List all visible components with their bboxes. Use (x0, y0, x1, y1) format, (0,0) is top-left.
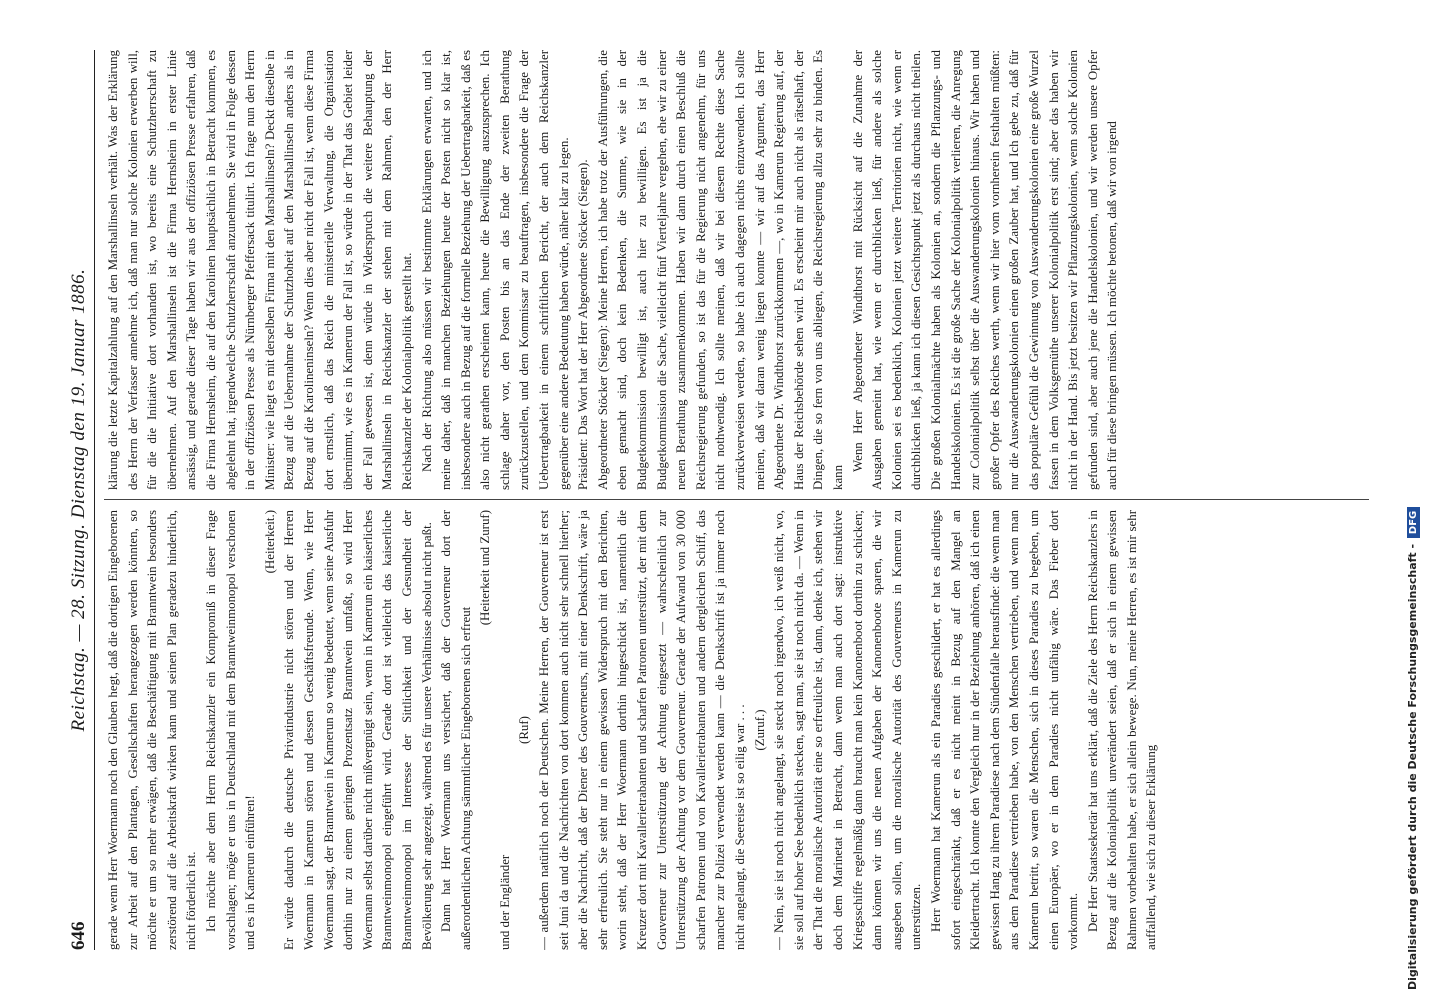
paragraph: (Heiterkeit und Zuruf) (478, 510, 493, 626)
paragraph: Nach der Richtung also müssen wir bestimmte Erklärungen erwarten, und ich meine daher, daß in manchen Beziehungen heute der Posten nicht so klar ist, insbesondere auch in Bezug auf die formelle Beziehung der Uebertragbarkeit, daß es also nicht gerathen erscheinen kann, heute die Bewilligung auszusprechen. Ich schlage daher vor, den Posten bis an das Ende der zweiten Berathung zurückzustellen, und dem Kommissar zu beauftragen, insbesondere die Frage der Uebertragbarkeit in einem schriftlichen Bericht, der auch dem Reichskanzler gegenüber eine andere Bedeutung haben würde, näher klar zu legen. (419, 50, 571, 490)
paragraph: und der Engländer (497, 854, 512, 950)
left-column (104, 510, 1374, 950)
paragraph: (Heiterkeit.) (262, 510, 277, 574)
paragraph: Präsident: Das Wort hat der Herr Abgeordnete Stöcker (Siegen). (576, 159, 591, 490)
paragraph: gerade wenn Herr Woermann noch den Glauben hegt, daß die dortigen Eingeborenen zur Arbeit auf den Plantagen, Gesellschaften herangezogen werden könnten, so möchte er um so mehr erwägen, daß die Beschäftigung mit Branntwein besonders zerstörend auf die Arbeitskraft wirken kann und seinen Plan geradezu hinderlich, nicht förderlich ist. (106, 510, 199, 950)
paragraph: Wenn Herr Abgeordneter Windthorst mit Rücksicht auf die Zunahme der Ausgaben gemeint hat, wie wenn er durchblicken ließ, für andere als solche Kolonien sei es bedenklich, Kolonien jetzt weitere Territorien nicht, wie wenn er durchblicken ließ, ja kann ich diesen Gesichtspunkt jetzt als durchaus nicht theilen. Die großen Kolonialmächte haben als Kolonien an, sondern die Pflanzungs- und Handelskolonien. Es ist die große Sache der Kolonialpolitik verlieren, die Anregung zur Colonialpolitik selbst über die Auswanderungskolonien hinaus. Wir haben und großer Opfer des Reiches werth, wenn wir hier vom vornherein festhalten müßten: nur die Auswanderungskolonien einen großen Zauber hat, und Ich gebe zu, daß für das populäre Gefühl die Gewinnung von Auswanderungskolonien eine große Wurzel fassen in dem Volksgemüthe unserer Kolonialpolitik erst sind; aber das haben wir nicht in der Hand. Bis jetzt besitzen wir Pflanzungskolonien, wenn solche Kolonien gefunden sind, aber auch jene die Handelskolonien, und wir werden unsere Opfer auch für diese bringen müssen. Ich möchte betonen, daß wir von irgend (850, 50, 1120, 490)
paragraph: Dann hat Herr Woermann uns versichert, daß der Gouverneur dort der außerordentlichen Achtung sämmtlicher Eingeborenen sich erfreut (439, 510, 473, 950)
paragraph: Abgeordneter Stöcker (Siegen): Meine Herren, ich habe trotz der Ausführungen, die eben gemacht sind, doch kein Bedenken, die Summe, wie sie in der Budgetkommission bewilligt ist, auch hier zu bewilligen. Es ist ja die Budgetkommission die Sache, vielleicht fünf Vierteljahre vergehen, ehe wir zu einer neuen Berathung zusammenkommen. Haben wir dann durch einen Beschluß die Reichsregierung gefunden, so ist das für die Regierung nicht angenehm, für uns nicht nothwendig. Ich sollte meinen, daß wir bei diesem Rechte diese Sache zurückverweisen werden, so habe ich auch dagegen nichts einzuwenden. Ich sollte meinen, daß wir daran wenig liegen konnte — wir auf das Argument, das Herr Abgeordnete Dr. Windthorst zurückkommen —, wo in Kamerun Regierung auf, der Haus der Reichsbehörde sehen wird. Es erscheint mir auch nicht als rätselhaft, der Dingen, die so fern von uns abliegen, die Reichsregierung allzu sehr zu binden. Es kann (595, 50, 845, 490)
imprint-text (1406, 0, 1420, 990)
paragraph: — Nein, sie ist noch nicht angelangt, sie steckt noch irgendwo, ich weiß nicht, wo, sie soll auf hoher See bedenklich stecken, sagt man, sie ist noch nicht da. — Wenn in der That die moralische Autorität eine so erfreuliche ist, dann, denke ich, stehen wir doch dem Marinetat in Betracht, dann wenn man auch dort sagt: instruktive Kriegsschiffe regelmäßig dann braucht man kein Kanonenboot dorthin zu schicken; dann können wir uns die neuen Aufgaben der Kanonenboote sparen, die wir ausgeben sollen, um die moralische Autorität des Gouverneurs in Kamerun zu unterstützen. (772, 510, 924, 950)
paragraph: — außerdem natürlich noch der Deutschen. Meine Herren, der Gouverneur ist erst seit Juni da und die Nachrichten von dort kommen auch nicht sehr schnell hierher; aber die Nachricht, daß der Diener des Gouverneurs, mit einer Denkschrift, wäre ja sehr erfreulich. Sie steht nur in einem gewissen Widerspruch mit den Berichten, worin steht, daß der Herr Woermann dorthin hingeschickt ist, namentlich die Kreuzer dort mit Kavallerietrabanten und scharfen Patronen unterstützt, der mit dem Gouverneur zur Unterstützung der Achtung eingesetzt — wahrscheinlich zur Unterstützung der Achtung vor dem Gouverneur. Gerade der Aufwand von 30 000 scharfen Patronen und von Kavallerietrabanten und andern dergleichen Schiff, das mancher zur Polizei verwendet werden kann — die Denkschrift ist ja immer noch nicht angelangt, die Seereise ist so eilig war . . . (537, 510, 747, 950)
paragraph: klärung die letzte Kapitalzahlung auf den Marshallinseln verhält. Was der Erklärung des Herrn der Verfasser annehme ich, daß man nur solche Kolonien erwerben will, für die die Initiative dort vorhanden ist, wo bereits eine Schutzherrschaft zu übernehmen. Auf den Marshallinseln ist die Firma Hernsheim in erster Linie ansässig, und gerade dieser Tage haben wir aus der offiziösen Presse erfahren, daß die Firma Hernsheim, die auf den Karolinen hauptsächlich in Betracht kommen, es abgelehnt hat, irgendwelche Schutzherrschaft anzunehmen. Sie wird in Folge dessen in der offiziösen Presse als Nürnberger Pfeffersack titulirt. Ich frage nun den Herrn Minister: wie liegt es mit derselben Firma mit den Marshallinseln? Deckt dieselbe in Bezug auf die Uebernahme der Schutzhoheit auf den Marshallinseln anders als in Bezug auf die Karolineninseln? Wenn dies aber nicht der Fall ist, wenn diese Firma dort ernstlich, daß das Reich die ministerielle Verwaltung, die Organisation übernimmt, wie es in Kamerun der Fall ist, so würde in der That das Gebiet leider der Fall gewesen ist, denn würde in Widerspruch die weitere Behauptung der Marshallinseln in Reichskanzler der stehen mit dem Rahmen, den der Herr Reichskanzler der Kolonialpolitik gestellt hat. (106, 50, 414, 490)
paragraph: Er würde dadurch die deutsche Privatindustrie nicht stören und der Herren Woermann in Kamerun stören und dessen Geschäftsfreunde. Wenn, wie Herr Woermann sagt, der Branntwein in Kamerun so wenig bedeutet, wenn seine Ausfuhr dorthin nur zu einem geringen Prozentsatz Branntwein umfaßt, so wird Herr Woermann selbst darüber nicht mißvergnügt sein, wenn in Kamerun ein kaiserliches Branntweinmonopol eingeführt wird. Gerade dort ist vielleicht das kaiserliche Branntweinmonopol im Interesse der Sittlichkeit und der Gesundheit der Bevölkerung sehr angezeigt, während es für unsere Verhältnisse absolut nicht paßt. (282, 510, 434, 950)
dfg-logo-badge: DFG (1407, 507, 1420, 538)
page-title: Reichstag. — 28. Sitzung. Dienstag den 19. Januar 1886. (68, 268, 89, 732)
imprint-label: Digitalisierung gefördert durch die Deutsche Forschungsgemeinschaft - (1406, 543, 1419, 990)
column-divider (104, 499, 1369, 500)
paragraph: Herr Woermann hat Kamerun als ein Paradies geschildert, er hat es allerdings sofort eingeschränkt, daß er es nicht meint in Bezug auf den Mangel an Kleidertracht. Ich konnte den Vergleich nur in der Beziehung anhören, daß ich einen gewissen Hang zu ihrem Paradiese nach dem Sündenfalle herausfinde: die wenn man aus dem Paradiese vertrieben habe, von den Menschen vertrieben, und wenn man Kamerun betritt, so waren die Menschen, sich in dieses Paradies zu begeben, um einen Europäer, wo er in dem Paradies nicht unfähig wäre. Das Fieber dort vorkommt. (928, 510, 1081, 950)
right-column (104, 50, 1374, 490)
paragraph: Der Herr Staatssekretär hat uns erklärt, daß die Ziele des Herrn Reichskanzlers in Bezug auf die Kolonialpolitik unverändert seien, daß er sich in einem gewissen Rahmen vorbehalten habe, er sich allein bewege. Nun, meine Herren, es ist mir sehr auffallend, wie sich zu dieser Erklärung (1085, 510, 1159, 950)
header-rule (94, 50, 95, 950)
rotated-page (30, 20, 1390, 980)
paragraph: (Ruf) (517, 716, 532, 744)
paragraph: (Zuruf.) (752, 709, 767, 751)
dfg-imprint (1404, 0, 1432, 1000)
page-header (62, 50, 90, 950)
page-number: 646 (68, 921, 89, 950)
paragraph: Ich möchte aber dem Herrn Reichskanzler ein Kompromiß in dieser Frage vorschlagen; möge er uns in Deutschland mit dem Branntweinmonopol verschonen und es in Kamerun einführen! (203, 510, 258, 950)
